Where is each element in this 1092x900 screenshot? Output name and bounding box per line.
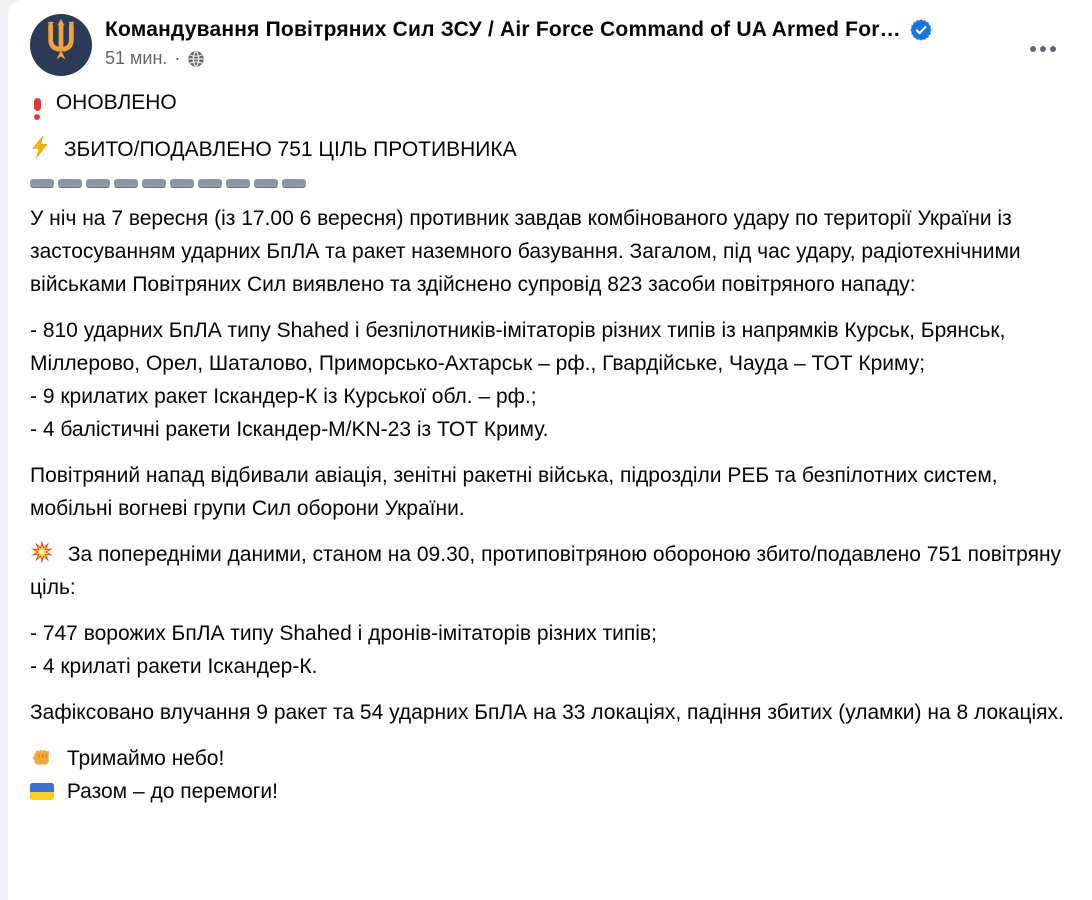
updated-line	[30, 86, 1066, 120]
gray-dash-divider	[30, 179, 1066, 188]
attack-paragraph: У ніч на 7 вересня (із 17.00 6 вересня) противник завдав комбінованого удару по території України із застосуванням ударних БпЛА та ракет наземного базування. Загалом, під час удару, радіотехнічними військами Повітряних Сил виявлено та здійснено супровід 823 засоби повітряного нападу:	[30, 207, 1021, 296]
results-paragraph	[30, 538, 1066, 604]
closing-line	[30, 775, 1066, 808]
post-body	[30, 86, 1066, 808]
bullet-item: - 9 крилатих ракет Іскандер-К із Курської обл. – рф.;	[30, 385, 537, 408]
timestamp-text: 51 мин.	[105, 48, 168, 68]
red-exclamation-icon	[30, 98, 44, 120]
page-avatar[interactable]	[30, 14, 92, 76]
ukraine-flag-icon	[30, 783, 54, 800]
post-card	[8, 0, 1092, 900]
bullet-item: - 4 балістичні ракети Іскандер-М/KN-23 із ТОТ Криму.	[30, 418, 549, 441]
results-text: За попередніми даними, станом на 09.30, протиповітряною обороною збито/подавлено 751 повітряну ціль:	[30, 543, 1062, 599]
detected-bullets	[30, 314, 1066, 446]
post-header	[30, 14, 1066, 76]
post-timestamp-link[interactable]	[105, 48, 1066, 69]
bullet-item: - 4 крилаті ракети Іскандер-К.	[30, 655, 318, 678]
defense-paragraph: Повітряний напад відбивали авіація, зенітні ракетні війська, підрозділи РЕБ та безпілотних систем, мобільні вогневі групи Сил оборони України.	[30, 464, 998, 520]
closing-text: Разом – до перемоги!	[66, 780, 278, 803]
collision-icon	[30, 540, 54, 564]
closing-line	[30, 742, 1066, 775]
bullet-item: - 747 ворожих БпЛА типу Shahed і дронів-імітаторів різних типів;	[30, 622, 657, 645]
headline-line	[30, 133, 1066, 166]
lightning-icon	[30, 135, 50, 159]
closing-lines	[30, 742, 1066, 808]
closing-text: Тримаймо небо!	[66, 747, 225, 770]
page-name-link[interactable]: Командування Повітряних Сил ЗСУ / Air Force Command of UA Armed For…	[105, 18, 901, 41]
downed-bullets	[30, 617, 1066, 683]
verified-badge-icon	[910, 19, 932, 41]
raised-fist-icon	[30, 745, 53, 768]
header-text	[105, 14, 1066, 76]
updated-text: ОНОВЛЕНО	[55, 91, 177, 114]
globe-public-icon	[187, 50, 205, 68]
air-force-trident-avatar-icon	[30, 12, 92, 79]
bullet-item: - 810 ударних БпЛА типу Shahed і безпілотників-імітаторів різних типів із напрямків Курськ, Брянськ, Міллерово, Орел, Шаталово, Приморсько-Ахтарськ – рф., Гвардійське, Чауда – ТОТ Криму;	[30, 319, 1006, 375]
timestamp-separator: ·	[174, 48, 181, 68]
ellipsis-menu-icon	[1030, 46, 1036, 52]
post-options-button[interactable]	[1024, 40, 1062, 58]
headline-text: ЗБИТО/ПОДАВЛЕНО 751 ЦІЛЬ ПРОТИВНИКА	[63, 138, 517, 161]
hits-paragraph: Зафіксовано влучання 9 ракет та 54 ударних БпЛА на 33 локаціях, падіння збитих (уламки) на 8 локаціях.	[30, 701, 1064, 724]
